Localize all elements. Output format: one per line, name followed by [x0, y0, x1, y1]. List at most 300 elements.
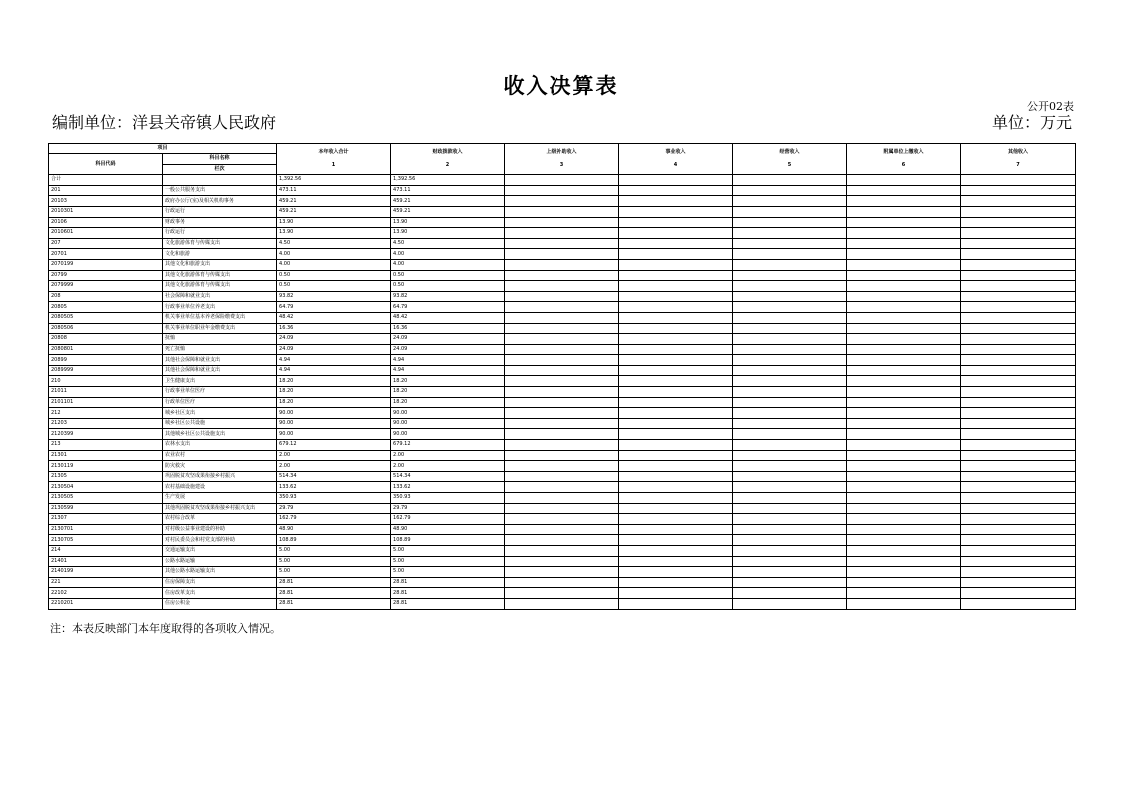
- unit-label: 单位：万元: [991, 113, 1072, 132]
- fiscal-cell: 2.00: [391, 450, 505, 461]
- total-cell: 162.79: [277, 514, 391, 525]
- header-col-other: 其他收入 7: [961, 144, 1076, 175]
- empty-cell: [961, 524, 1076, 535]
- code-cell: 214: [49, 545, 163, 556]
- empty-cell: [619, 185, 733, 196]
- empty-cell: [847, 535, 961, 546]
- name-cell: 对村民委员会和村党支部的补助: [163, 535, 277, 546]
- table-row: [49, 408, 1076, 419]
- empty-cell: [619, 334, 733, 345]
- code-cell: 2010301: [49, 206, 163, 217]
- code-cell: 22102: [49, 588, 163, 599]
- header-col-business: 事业收入 4: [619, 144, 733, 175]
- table-row: [49, 567, 1076, 578]
- code-cell: 210: [49, 376, 163, 387]
- code-cell: 208: [49, 291, 163, 302]
- empty-cell: [847, 217, 961, 228]
- empty-cell: [733, 598, 847, 609]
- total-cell: 679.12: [277, 440, 391, 451]
- empty-cell: [505, 408, 619, 419]
- table-row: [49, 281, 1076, 292]
- fiscal-cell: 90.00: [391, 408, 505, 419]
- table-row: [49, 450, 1076, 461]
- total-cell: 90.00: [277, 418, 391, 429]
- total-cell: 18.20: [277, 397, 391, 408]
- name-cell: 行政单位医疗: [163, 397, 277, 408]
- header-col-affiliated: 附属单位上缴收入 6: [847, 144, 961, 175]
- empty-cell: [961, 588, 1076, 599]
- empty-cell: [847, 228, 961, 239]
- empty-cell: [961, 567, 1076, 578]
- empty-cell: [619, 482, 733, 493]
- fiscal-cell: 64.79: [391, 302, 505, 313]
- total-cell: 4.00: [277, 249, 391, 260]
- empty-cell: [619, 365, 733, 376]
- fiscal-cell: 350.93: [391, 493, 505, 504]
- fiscal-cell: 4.00: [391, 259, 505, 270]
- empty-cell: [847, 493, 961, 504]
- empty-cell: [847, 312, 961, 323]
- empty-cell: [505, 249, 619, 260]
- total-cell: 28.81: [277, 588, 391, 599]
- name-cell: 其他文化旅游体育与传媒支出: [163, 270, 277, 281]
- table-row: [49, 493, 1076, 504]
- fiscal-cell: 4.94: [391, 365, 505, 376]
- name-cell: 行政事业单位养老支出: [163, 302, 277, 313]
- empty-cell: [733, 524, 847, 535]
- empty-cell: [961, 206, 1076, 217]
- total-cell: 459.21: [277, 206, 391, 217]
- name-cell: 社会保障和就业支出: [163, 291, 277, 302]
- empty-cell: [961, 493, 1076, 504]
- code-cell: 20799: [49, 270, 163, 281]
- header-col-superior: 上级补助收入 3: [505, 144, 619, 175]
- empty-cell: [619, 206, 733, 217]
- empty-cell: [505, 440, 619, 451]
- table-row: [49, 355, 1076, 366]
- empty-cell: [961, 545, 1076, 556]
- empty-cell: [505, 503, 619, 514]
- empty-cell: [619, 312, 733, 323]
- empty-cell: [733, 185, 847, 196]
- fiscal-cell: 13.90: [391, 228, 505, 239]
- empty-cell: [961, 175, 1076, 186]
- fiscal-cell: 4.94: [391, 355, 505, 366]
- empty-cell: [619, 408, 733, 419]
- empty-cell: [733, 323, 847, 334]
- code-cell: 201: [49, 185, 163, 196]
- empty-cell: [505, 185, 619, 196]
- empty-cell: [847, 323, 961, 334]
- empty-cell: [847, 302, 961, 313]
- header-col-fiscal: 财政拨款收入 2: [391, 144, 505, 175]
- code-cell: 2101101: [49, 397, 163, 408]
- empty-cell: [961, 228, 1076, 239]
- empty-cell: [619, 556, 733, 567]
- empty-cell: [847, 440, 961, 451]
- table-row: [49, 249, 1076, 260]
- total-cell: 4.94: [277, 365, 391, 376]
- total-cell: 24.09: [277, 344, 391, 355]
- total-cell: 5.00: [277, 545, 391, 556]
- code-cell: 2210201: [49, 598, 163, 609]
- empty-cell: [961, 249, 1076, 260]
- empty-cell: [847, 259, 961, 270]
- empty-cell: [847, 249, 961, 260]
- empty-cell: [505, 556, 619, 567]
- empty-cell: [619, 588, 733, 599]
- empty-cell: [847, 238, 961, 249]
- empty-cell: [619, 418, 733, 429]
- table-row: [49, 238, 1076, 249]
- code-cell: 20808: [49, 334, 163, 345]
- empty-cell: [619, 249, 733, 260]
- empty-cell: [505, 334, 619, 345]
- total-cell: 29.79: [277, 503, 391, 514]
- empty-cell: [847, 450, 961, 461]
- fiscal-cell: 24.09: [391, 334, 505, 345]
- empty-cell: [505, 291, 619, 302]
- empty-cell: [847, 577, 961, 588]
- code-cell: 21301: [49, 450, 163, 461]
- empty-cell: [847, 291, 961, 302]
- empty-cell: [847, 429, 961, 440]
- empty-cell: [847, 175, 961, 186]
- empty-cell: [733, 450, 847, 461]
- fiscal-cell: 93.82: [391, 291, 505, 302]
- empty-cell: [847, 461, 961, 472]
- empty-cell: [961, 482, 1076, 493]
- total-cell: 93.82: [277, 291, 391, 302]
- empty-cell: [619, 302, 733, 313]
- form-number: 公开02表: [1027, 100, 1074, 113]
- total-cell: 28.81: [277, 598, 391, 609]
- empty-cell: [505, 312, 619, 323]
- header-name: 科目名称: [163, 154, 277, 165]
- code-cell: 2130119: [49, 461, 163, 472]
- name-cell: 生产发展: [163, 493, 277, 504]
- header-item: 项目: [49, 144, 277, 154]
- code-cell: 20805: [49, 302, 163, 313]
- table-row: [49, 545, 1076, 556]
- empty-cell: [505, 355, 619, 366]
- header-column-label: 栏次: [163, 164, 277, 175]
- code-cell: 2130701: [49, 524, 163, 535]
- table-row: [49, 217, 1076, 228]
- fiscal-cell: 459.21: [391, 196, 505, 207]
- empty-cell: [961, 418, 1076, 429]
- empty-cell: [505, 323, 619, 334]
- header-col-total: 本年收入合计 1: [277, 144, 391, 175]
- empty-cell: [505, 387, 619, 398]
- empty-cell: [619, 270, 733, 281]
- fiscal-cell: 4.50: [391, 238, 505, 249]
- empty-cell: [733, 217, 847, 228]
- name-cell: 其他社会保障和就业支出: [163, 355, 277, 366]
- empty-cell: [733, 535, 847, 546]
- table-row: [49, 598, 1076, 609]
- empty-cell: [619, 281, 733, 292]
- empty-cell: [847, 376, 961, 387]
- total-cell: 0.50: [277, 270, 391, 281]
- empty-cell: [847, 556, 961, 567]
- empty-cell: [733, 259, 847, 270]
- empty-cell: [961, 535, 1076, 546]
- total-cell: 16.36: [277, 323, 391, 334]
- empty-cell: [505, 238, 619, 249]
- empty-cell: [733, 461, 847, 472]
- fiscal-cell: 133.62: [391, 482, 505, 493]
- header-col-operating: 经营收入 5: [733, 144, 847, 175]
- empty-cell: [733, 206, 847, 217]
- empty-cell: [619, 376, 733, 387]
- fiscal-cell: 459.21: [391, 206, 505, 217]
- name-cell: 其他城乡社区公共设施支出: [163, 429, 277, 440]
- total-cell: 459.21: [277, 196, 391, 207]
- empty-cell: [961, 440, 1076, 451]
- empty-cell: [961, 365, 1076, 376]
- empty-cell: [505, 514, 619, 525]
- total-cell: 5.00: [277, 556, 391, 567]
- empty-cell: [733, 344, 847, 355]
- empty-cell: [619, 387, 733, 398]
- empty-cell: [619, 514, 733, 525]
- empty-cell: [847, 397, 961, 408]
- table-row: [49, 291, 1076, 302]
- code-cell: 20103: [49, 196, 163, 207]
- empty-cell: [847, 196, 961, 207]
- empty-cell: [847, 545, 961, 556]
- empty-cell: [847, 334, 961, 345]
- empty-cell: [961, 185, 1076, 196]
- fiscal-cell: 16.36: [391, 323, 505, 334]
- name-cell: 行政运行: [163, 228, 277, 239]
- total-cell: 473.11: [277, 185, 391, 196]
- total-cell: 1,392.56: [277, 175, 391, 186]
- code-cell: 2089999: [49, 365, 163, 376]
- empty-cell: [733, 228, 847, 239]
- name-cell: 其他文化和旅游支出: [163, 259, 277, 270]
- code-cell: 2079999: [49, 281, 163, 292]
- empty-cell: [961, 376, 1076, 387]
- empty-cell: [619, 577, 733, 588]
- name-cell: 农村综合改革: [163, 514, 277, 525]
- table-row: [49, 175, 1076, 186]
- name-cell: 财政事务: [163, 217, 277, 228]
- empty-cell: [961, 429, 1076, 440]
- empty-cell: [961, 387, 1076, 398]
- empty-cell: [961, 355, 1076, 366]
- total-cell: 13.90: [277, 228, 391, 239]
- total-cell: 48.90: [277, 524, 391, 535]
- empty-cell: [619, 291, 733, 302]
- empty-cell: [733, 291, 847, 302]
- code-cell: 20106: [49, 217, 163, 228]
- empty-cell: [961, 217, 1076, 228]
- code-cell: 2010601: [49, 228, 163, 239]
- code-cell: 21307: [49, 514, 163, 525]
- fiscal-cell: 24.09: [391, 344, 505, 355]
- empty-cell: [961, 556, 1076, 567]
- empty-cell: [961, 503, 1076, 514]
- empty-cell: [619, 397, 733, 408]
- table-row: [49, 471, 1076, 482]
- name-cell: 对村级公益事业建设的补助: [163, 524, 277, 535]
- fiscal-cell: 1,392.56: [391, 175, 505, 186]
- empty-cell: [847, 281, 961, 292]
- fiscal-cell: 108.89: [391, 535, 505, 546]
- name-cell: 农村基础设施建设: [163, 482, 277, 493]
- total-cell: 24.09: [277, 334, 391, 345]
- empty-cell: [961, 344, 1076, 355]
- table-row: [49, 344, 1076, 355]
- fiscal-cell: 473.11: [391, 185, 505, 196]
- table-row: [49, 482, 1076, 493]
- empty-cell: [847, 206, 961, 217]
- table-row: [49, 418, 1076, 429]
- total-cell: 5.00: [277, 567, 391, 578]
- empty-cell: [505, 175, 619, 186]
- fiscal-cell: 28.81: [391, 577, 505, 588]
- table-row: [49, 397, 1076, 408]
- empty-cell: [961, 461, 1076, 472]
- empty-cell: [619, 450, 733, 461]
- name-cell: 行政运行: [163, 206, 277, 217]
- empty-cell: [505, 493, 619, 504]
- name-cell: 其他公路水路运输支出: [163, 567, 277, 578]
- empty-cell: [505, 206, 619, 217]
- empty-cell: [619, 535, 733, 546]
- fiscal-cell: 90.00: [391, 418, 505, 429]
- empty-cell: [961, 291, 1076, 302]
- total-cell: 4.50: [277, 238, 391, 249]
- name-cell: 城乡社区支出: [163, 408, 277, 419]
- empty-cell: [733, 482, 847, 493]
- name-cell: 公路水路运输: [163, 556, 277, 567]
- total-cell: 18.20: [277, 376, 391, 387]
- empty-cell: [619, 545, 733, 556]
- empty-cell: [733, 334, 847, 345]
- table-row: [49, 206, 1076, 217]
- empty-cell: [961, 302, 1076, 313]
- table-row: [49, 577, 1076, 588]
- table-row: [49, 387, 1076, 398]
- code-cell: 2130599: [49, 503, 163, 514]
- fiscal-cell: 2.00: [391, 461, 505, 472]
- empty-cell: [847, 365, 961, 376]
- empty-cell: [733, 503, 847, 514]
- code-cell: 2120399: [49, 429, 163, 440]
- fiscal-cell: 162.79: [391, 514, 505, 525]
- empty-cell: [505, 259, 619, 270]
- empty-cell: [733, 514, 847, 525]
- total-cell: 28.81: [277, 577, 391, 588]
- empty-cell: [619, 238, 733, 249]
- empty-cell: [733, 175, 847, 186]
- name-cell: 机关事业单位职业年金缴费支出: [163, 323, 277, 334]
- name-cell: 住房公积金: [163, 598, 277, 609]
- empty-cell: [961, 323, 1076, 334]
- empty-cell: [733, 270, 847, 281]
- empty-cell: [733, 471, 847, 482]
- empty-cell: [505, 429, 619, 440]
- empty-cell: [847, 482, 961, 493]
- empty-cell: [505, 376, 619, 387]
- name-cell: 卫生健康支出: [163, 376, 277, 387]
- empty-cell: [619, 461, 733, 472]
- name-cell: 抚恤: [163, 334, 277, 345]
- organization-label: 编制单位：洋县关帝镇人民政府: [52, 113, 277, 132]
- table-row: [49, 461, 1076, 472]
- empty-cell: [733, 302, 847, 313]
- name-cell: 农业农村: [163, 450, 277, 461]
- total-cell: 48.42: [277, 312, 391, 323]
- empty-cell: [733, 249, 847, 260]
- code-cell: 2080506: [49, 323, 163, 334]
- fiscal-cell: 28.81: [391, 598, 505, 609]
- table-row: [49, 334, 1076, 345]
- fiscal-cell: 29.79: [391, 503, 505, 514]
- table-row: [49, 365, 1076, 376]
- empty-cell: [505, 577, 619, 588]
- fiscal-cell: 0.50: [391, 281, 505, 292]
- empty-cell: [733, 376, 847, 387]
- table-row: [49, 270, 1076, 281]
- code-cell: 2140199: [49, 567, 163, 578]
- code-cell: 21203: [49, 418, 163, 429]
- empty-cell: [847, 514, 961, 525]
- empty-cell: [505, 281, 619, 292]
- total-cell: 90.00: [277, 408, 391, 419]
- empty-cell: [619, 429, 733, 440]
- footnote: 注：本表反映部门本年度取得的各项收入情况。: [50, 622, 281, 635]
- name-cell: 一般公共服务支出: [163, 185, 277, 196]
- empty-cell: [733, 238, 847, 249]
- empty-cell: [619, 196, 733, 207]
- empty-cell: [847, 344, 961, 355]
- name-cell: 死亡抚恤: [163, 344, 277, 355]
- fiscal-cell: 90.00: [391, 429, 505, 440]
- empty-cell: [733, 312, 847, 323]
- code-cell: 2130705: [49, 535, 163, 546]
- empty-cell: [505, 588, 619, 599]
- empty-cell: [619, 355, 733, 366]
- name-cell: 文化和旅游: [163, 249, 277, 260]
- empty-cell: [961, 238, 1076, 249]
- total-cell: 350.93: [277, 493, 391, 504]
- code-cell: 21401: [49, 556, 163, 567]
- name-cell: 其他巩固脱贫攻坚成果衔接乡村振兴支出: [163, 503, 277, 514]
- total-cell: 18.20: [277, 387, 391, 398]
- empty-cell: [847, 355, 961, 366]
- empty-cell: [505, 397, 619, 408]
- code-cell: 2130504: [49, 482, 163, 493]
- fiscal-cell: 679.12: [391, 440, 505, 451]
- empty-cell: [733, 429, 847, 440]
- empty-cell: [733, 577, 847, 588]
- table-row: [49, 185, 1076, 196]
- table-row: [49, 503, 1076, 514]
- total-cell: 108.89: [277, 535, 391, 546]
- empty-cell: [505, 461, 619, 472]
- empty-cell: [505, 344, 619, 355]
- empty-cell: [619, 228, 733, 239]
- table-row: [49, 196, 1076, 207]
- empty-cell: [505, 524, 619, 535]
- empty-cell: [733, 440, 847, 451]
- table-row: [49, 302, 1076, 313]
- empty-cell: [505, 482, 619, 493]
